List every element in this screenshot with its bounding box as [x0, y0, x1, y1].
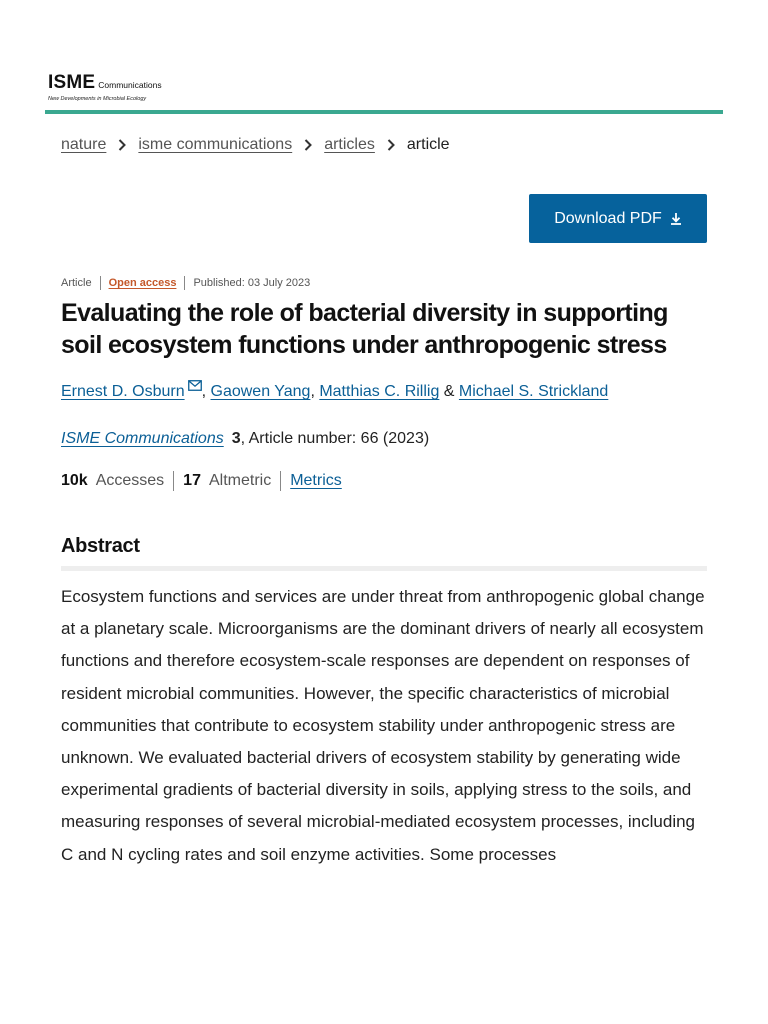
- journal-link[interactable]: ISME Communications: [61, 430, 224, 447]
- journal-volume: 3: [231, 430, 241, 447]
- article-metrics: [61, 471, 342, 491]
- author-list: [61, 383, 608, 401]
- logo-sub-text: Communications: [98, 80, 162, 90]
- download-icon: [670, 212, 682, 225]
- chevron-right-icon: [304, 139, 312, 151]
- divider: [100, 276, 101, 290]
- accesses-label: Accesses: [95, 472, 165, 489]
- author-separator: ,: [310, 383, 320, 400]
- chevron-right-icon: [387, 139, 395, 151]
- author-link[interactable]: Gaowen Yang: [210, 383, 311, 400]
- journal-logo[interactable]: [48, 72, 162, 102]
- altmetric-count: 17: [183, 472, 201, 489]
- logo-main-text: ISME: [48, 72, 96, 93]
- download-pdf-label: Download PDF: [554, 209, 662, 227]
- article-title: Evaluating the role of bacterial diversity in supporting soil ecosystem functions under anthropogenic stress: [61, 299, 668, 359]
- breadcrumb-isme-communications[interactable]: isme communications: [138, 136, 293, 153]
- article-meta: [61, 276, 310, 290]
- abstract-divider: [61, 566, 707, 571]
- breadcrumb-articles[interactable]: articles: [324, 136, 375, 153]
- metrics-link[interactable]: Metrics: [290, 472, 342, 489]
- breadcrumb-current: article: [406, 136, 450, 153]
- breadcrumb-nature[interactable]: nature: [61, 136, 107, 153]
- divider: [184, 276, 185, 290]
- article-number: , Article number: 66 (2023): [240, 430, 430, 447]
- breadcrumb: [61, 136, 450, 154]
- abstract-text: Ecosystem functions and services are under threat from anthropogenic global change at a planetary scale. Microorganisms are the dominant drivers of nearly all ecosystem functions and therefore ecosystem-scale responses are dependent on responses of resident microbial communities. However, the specific characteristics of microbial communities that contribute to ecosystem stability under anthropogenic stress are unknown. We evaluated bacterial drivers of ecosystem stability by generating wide experimental gradients of bacterial diversity in soils, applying stress to the soils, and measuring responses of several microbial-mediated ecosystem processes, including C and N cycling rates and soil enzyme activities. Some processes: [61, 587, 705, 864]
- divider: [280, 471, 281, 491]
- download-pdf-button[interactable]: [529, 194, 707, 243]
- abstract-heading: Abstract: [61, 535, 140, 557]
- logo-tagline: New Developments in Microbial Ecology: [48, 96, 147, 102]
- accesses-count: 10k: [61, 472, 88, 489]
- envelope-icon[interactable]: [188, 378, 202, 396]
- author-link[interactable]: Michael S. Strickland: [458, 383, 609, 400]
- open-access-link[interactable]: Open access: [108, 277, 177, 289]
- published-date: Published: 03 July 2023: [193, 277, 311, 289]
- author-separator: ,: [201, 383, 211, 400]
- journal-citation: [61, 430, 429, 448]
- author-link[interactable]: Matthias C. Rillig: [319, 383, 440, 400]
- article-type: Article: [61, 277, 92, 289]
- altmetric-label: Altmetric: [208, 472, 272, 489]
- chevron-right-icon: [118, 139, 126, 151]
- author-link[interactable]: Ernest D. Osburn: [61, 383, 185, 400]
- divider: [173, 471, 174, 491]
- header-accent-bar: [45, 110, 723, 114]
- author-separator: &: [439, 383, 459, 400]
